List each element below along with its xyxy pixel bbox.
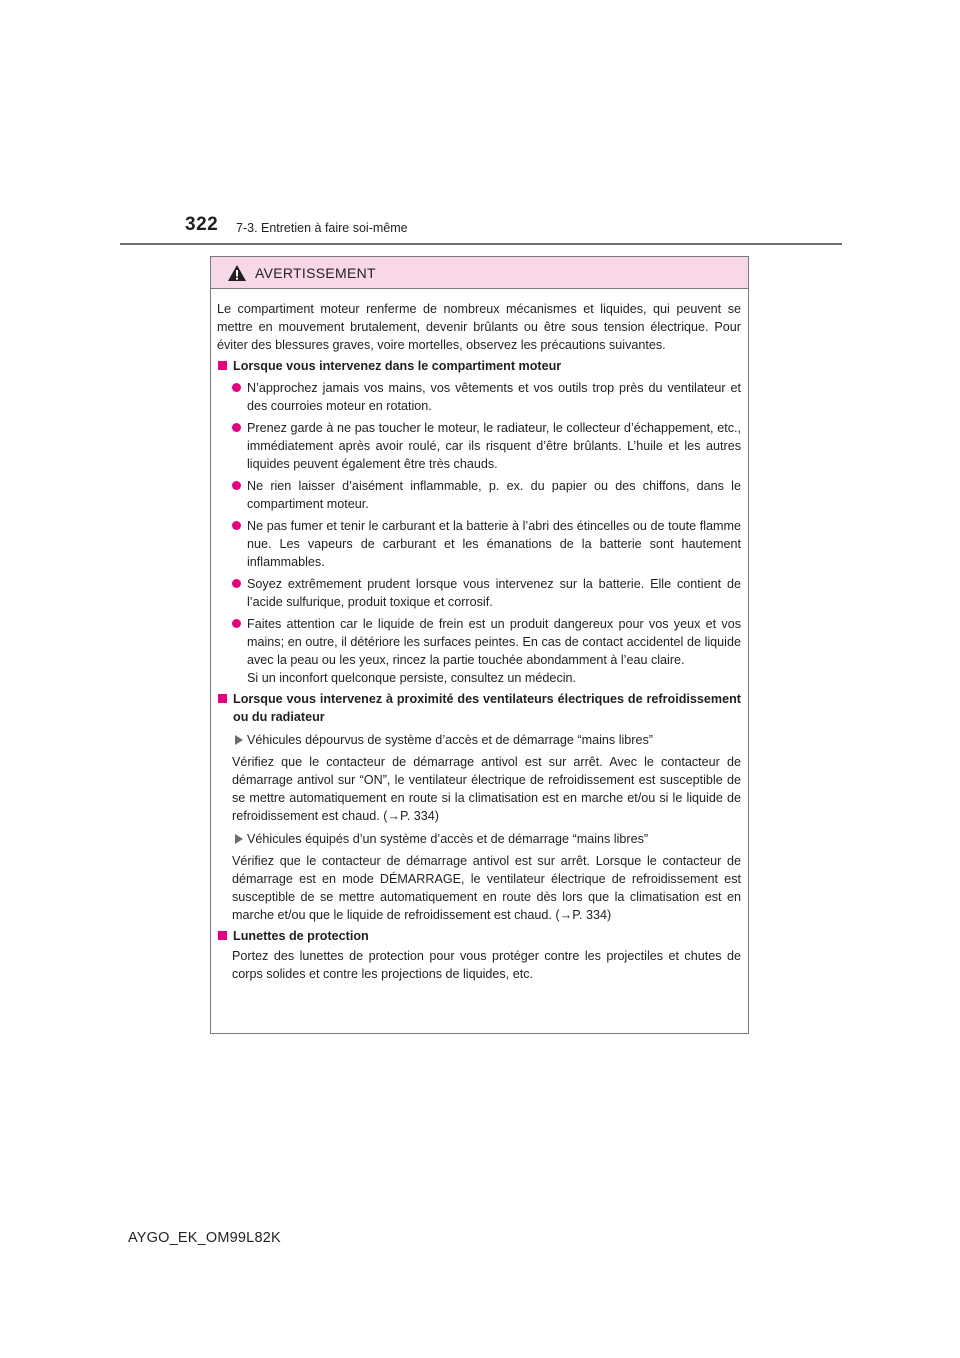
square-bullet-icon xyxy=(218,694,227,703)
bullet-text: N’approchez jamais vos mains, vos vêtements et vos outils trop près du ventilateur et des courroies moteur en rotation. xyxy=(247,381,741,413)
sub-heading-text: Véhicules équipés d’un système d’accès et de démarrage “mains libres” xyxy=(247,832,649,846)
bullet-text: Soyez extrêmement prudent lorsque vous intervenez sur la batterie. Elle contient de l’acide sulfurique, produit toxique et corrosif. xyxy=(247,577,741,609)
header-divider xyxy=(120,243,842,245)
bullet-item xyxy=(217,419,741,473)
warning-triangle-icon xyxy=(227,264,247,282)
warning-intro: Le compartiment moteur renferme de nombreux mécanismes et liquides, qui peuvent se mettre en mouvement brutalement, devenir brûlants ou être sous tension électrique. Pour éviter des blessures graves, voire mortelles, observez les précautions suivantes. xyxy=(217,302,741,352)
bullet-text: Faites attention car le liquide de frein est un produit dangereux pour vos yeux et vos mains; en outre, il détériore les surfaces peintes. En cas de contact accidentel de liquide avec la peau ou les yeux, rincez la partie touchée abondamment à l’eau claire. xyxy=(247,617,741,667)
bullet-item xyxy=(217,575,741,611)
round-bullet-icon xyxy=(232,383,241,392)
round-bullet-icon xyxy=(232,423,241,432)
sub-section-text: Vérifiez que le contacteur de démarrage antivol est sur arrêt. Lorsque le contacteur de démarrage est en mode DÉMARRAGE, le ventilateur électrique de refroidissement est susceptible de se mettre automatiquement en route dès lors que la climatisation est en marche et/ou que le liquide de refroidissement est chaud. (→P. 334) xyxy=(232,854,741,922)
section-heading-engine-compartment xyxy=(217,357,741,375)
square-bullet-icon xyxy=(218,931,227,940)
warning-title: AVERTISSEMENT xyxy=(255,264,376,281)
section-title: 7-3. Entretien à faire soi-même xyxy=(236,221,408,235)
bullet-text: Ne pas fumer et tenir le carburant et la batterie à l’abri des étincelles ou de toute flamme nue. Les vapeurs de carburant et les émanations de la batterie sont hautement inflammables. xyxy=(247,519,741,569)
round-bullet-icon xyxy=(232,521,241,530)
sub-heading-with-smart-entry xyxy=(217,830,741,848)
bullet-note: Si un inconfort quelconque persiste, consultez un médecin. xyxy=(247,671,577,685)
goggles-text: Portez des lunettes de protection pour vous protéger contre les projectiles et chutes de corps solides et contre les projections de liquides, etc. xyxy=(232,949,741,981)
bullet-item xyxy=(217,615,741,687)
section-heading-text: Lorsque vous intervenez dans le compartiment moteur xyxy=(233,359,562,373)
bullet-item xyxy=(217,517,741,571)
section-heading-cooling-fan xyxy=(217,690,741,726)
sub-heading-without-smart-entry xyxy=(217,731,741,749)
section-heading-goggles xyxy=(217,927,741,945)
warning-header xyxy=(211,257,748,289)
sub-section-text: Vérifiez que le contacteur de démarrage antivol est sur arrêt. Avec le contacteur de démarrage antivol sur “ON”, le ventilateur électrique de refroidissement est susceptible de se mettre automatiquement en route si la climatisation est en marche et/ou si le liquide de refroidissement est chaud. (→P. 334) xyxy=(232,755,741,823)
section-heading-text: Lunettes de protection xyxy=(233,929,369,943)
round-bullet-icon xyxy=(232,619,241,628)
round-bullet-icon xyxy=(232,481,241,490)
warning-box xyxy=(210,256,749,1034)
document-code: AYGO_EK_OM99L82K xyxy=(128,1230,281,1246)
section-heading-text: Lorsque vous intervenez à proximité des ventilateurs électriques de refroidissement ou du radiateur xyxy=(233,692,741,724)
triangle-bullet-icon xyxy=(235,735,243,745)
bullet-item xyxy=(217,379,741,415)
bullet-text: Ne rien laisser d’aisément inflammable, p. ex. du papier ou des chiffons, dans le compartiment moteur. xyxy=(247,479,741,511)
sub-heading-text: Véhicules dépourvus de système d’accès et de démarrage “mains libres” xyxy=(247,733,653,747)
triangle-bullet-icon xyxy=(235,834,243,844)
bullet-text: Prenez garde à ne pas toucher le moteur, le radiateur, le collecteur d’échappement, etc., immédiatement après avoir roulé, car ils risquent d’être brûlants. L’huile et les autres liquides peuvent également être très chauds. xyxy=(247,421,741,471)
warning-body xyxy=(211,289,748,983)
square-bullet-icon xyxy=(218,361,227,370)
bullet-item xyxy=(217,477,741,513)
page-number: 322 xyxy=(185,214,219,235)
round-bullet-icon xyxy=(232,579,241,588)
